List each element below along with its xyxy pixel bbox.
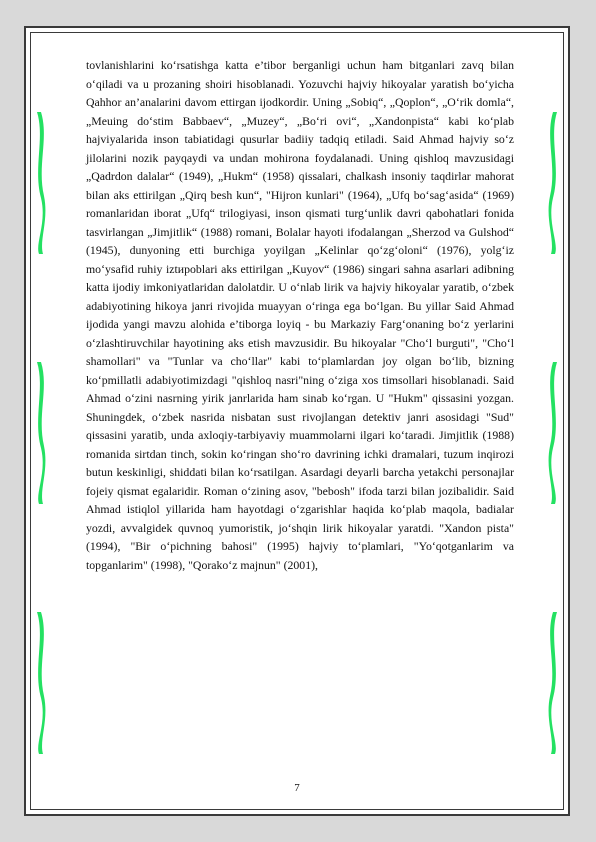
green-swoosh-watermark-icon bbox=[29, 108, 49, 258]
document-page bbox=[24, 26, 570, 816]
green-swoosh-watermark-icon bbox=[545, 108, 565, 258]
green-swoosh-watermark-icon bbox=[29, 608, 49, 758]
green-swoosh-watermark-icon bbox=[545, 608, 565, 758]
green-swoosh-watermark-icon bbox=[29, 358, 49, 508]
body-paragraph: tovlanishlarini ko‘rsatishga katta e’tibor berganligi uchun ham bitganlari zavq bilan o‘qiladi va u prozaning shoiri hisoblanadi. Yozuvchi hajviy hikoyalar yaratish bo‘yicha Qahhor an’analarini davom ettirgan ijodkordir. Uning „Sobiq“, „Qoplon“, „O‘rik domla“, „Meuing do‘stim Babbaev“, „Muzey“, „Bo‘ri ovi“, „Xandonpista“ kabi ko‘plab hajviyalarida inson tabiatidagi qusurlar badiiy tadqiq etiladi. Said Ahmad hajviy so‘z jilolarini nozik payqaydi va undan mohirona foydalanadi. Uning qishloq mavzusidagi „Qadrdon dalalar“ (1949), „Hukm“ (1958) qissalari, chalkash insoniy taqdirlar mahorat bilan aks ettirilgan „Qirq besh kun“, "Hijron kunlari" (1964), „Ufq bo‘sag‘asida“ (1969) romanlaridan iborat „Ufq“ trilogiyasi, inson qismati turg‘unlik davri qabohatlari fonida tasvirlangan „Jimjitlik“ (1988) romani, Bolalar hayoti ifodalangan „Sherzod va Gulshod“ (1945), dunyoning etti burchiga yoyilgan „Kelinlar qo‘zg‘oloni“ (1976), yolg‘iz mo‘ysafid ruhiy iztироblari aks ettirilgan „Kuyov“ (1986) singari sahna asarlari adibning katta ijodiy imkoniyatlaridan dalolatdir. U o‘nlab lirik va hajviy hikoyalar yaratib, o‘zbek adabiyotining hikoya janri rivojida muayyan o‘ringa ega bo‘lgan. Bu yillar Said Ahmad ijodida yangi mavzu alohida e’tiborga loyiq - bu Markaziy Farg‘onaning bo‘z yerlarini o‘zlashtiruvchilar hayotining aks etish mavzusidir. Bu hikoyalar "Cho‘l burguti", "Cho‘l shamollari" va "Tunlar va cho‘llar" kabi to‘plamlardan joy olgan bo‘lib, bizning ko‘pmillatli adabiyotimizdagi "qishloq nasri"ning o‘ziga xos timsollari hisoblanadi. Said Ahmad o‘zini nasrning yirik janrlarida ham sinab ko‘rgan. U "Hukm" qissasini yozgan. Shuningdek, o‘zbek nasrida nisbatan sust rivojlangan detektiv janri asosidagi "Sud" qissasini yaratib, unda axloqiy-tarbiyaviy muammolarni ilgari ko‘taradi. Jimjitlik (1988) romanida sirtdan tinch, sokin ko‘ringan sho‘ro davrining ichki dramalari, tuzum inqirozi butun keskinligi, shiddati bilan ko‘rsatilgan. Asardagi deyarli barcha yetakchi personajlar fojeiy qismat egalaridir. Roman o‘zining asov, "bebosh" ifoda tarzi bilan jozibalidir. Said Ahmad istiqlol yillarida ham hayotdagi o‘zgarishlar haqida ko‘plab maqola, badialar yozdi, avvalgidek quvnoq yumoristik, jo‘shqin lirik hikoyalar yaratdi. "Xandon pista" (1994), "Bir o‘pichning bahosi" (1995) hajviy to‘plamlari, "Yo‘qotganlarim va topganlarim" (1998), "Qorako‘z majnun" (2001), bbox=[86, 58, 514, 572]
page-number: 7 bbox=[294, 782, 300, 794]
green-swoosh-watermark-icon bbox=[545, 358, 565, 508]
